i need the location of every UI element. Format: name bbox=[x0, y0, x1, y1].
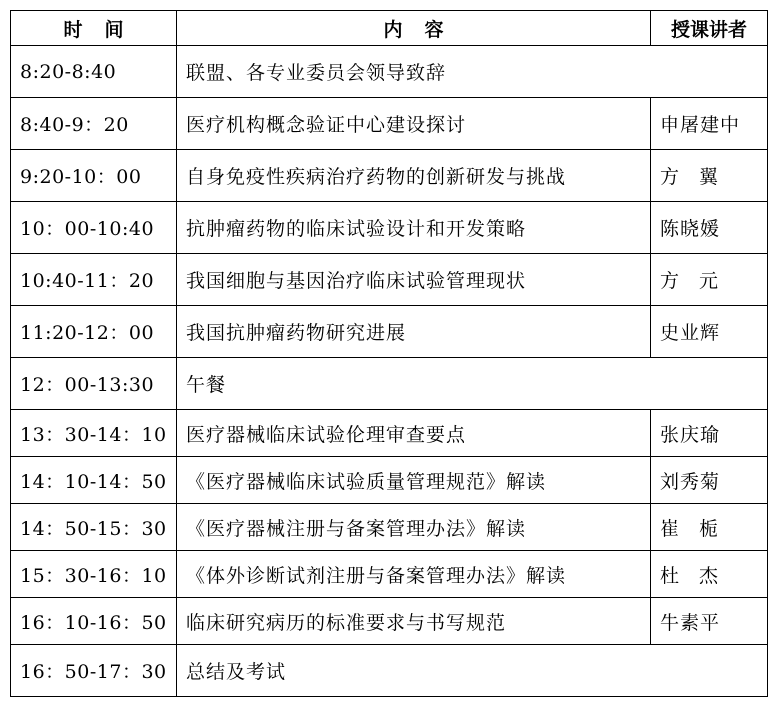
row-speaker: 崔栀 bbox=[651, 504, 768, 551]
row-time: 10：00-10:40 bbox=[11, 202, 177, 254]
row-time: 11:20-12：00 bbox=[11, 306, 177, 358]
table-row bbox=[11, 306, 768, 358]
header-content: 内容 bbox=[177, 11, 651, 46]
row-speaker: 申屠建中 bbox=[651, 98, 768, 150]
row-content: 《医疗器械注册与备案管理办法》解读 bbox=[177, 504, 651, 551]
row-time: 8:20-8:40 bbox=[11, 46, 177, 98]
table-row bbox=[11, 457, 768, 504]
row-time: 9:20-10：00 bbox=[11, 150, 177, 202]
table-header-row bbox=[11, 11, 768, 46]
row-content: 我国抗肿瘤药物研究进展 bbox=[177, 306, 651, 358]
row-content: 抗肿瘤药物的临床试验设计和开发策略 bbox=[177, 202, 651, 254]
row-content: 联盟、各专业委员会领导致辞 bbox=[177, 46, 768, 98]
table-row bbox=[11, 645, 768, 697]
row-content: 总结及考试 bbox=[177, 645, 768, 697]
table-row bbox=[11, 254, 768, 306]
row-content: 临床研究病历的标准要求与书写规范 bbox=[177, 598, 651, 645]
row-time: 14：10-14：50 bbox=[11, 457, 177, 504]
row-content: 自身免疫性疾病治疗药物的创新研发与挑战 bbox=[177, 150, 651, 202]
table-row bbox=[11, 46, 768, 98]
table-row bbox=[11, 551, 768, 598]
row-speaker: 杜杰 bbox=[651, 551, 768, 598]
row-time: 15：30-16：10 bbox=[11, 551, 177, 598]
row-time: 10:40-11：20 bbox=[11, 254, 177, 306]
row-speaker: 方翼 bbox=[651, 150, 768, 202]
row-speaker: 牛素平 bbox=[651, 598, 768, 645]
schedule-table bbox=[10, 10, 768, 697]
table-row bbox=[11, 504, 768, 551]
table-row bbox=[11, 358, 768, 410]
row-speaker: 陈晓媛 bbox=[651, 202, 768, 254]
table-row bbox=[11, 98, 768, 150]
table-row bbox=[11, 202, 768, 254]
row-content: 医疗机构概念验证中心建设探讨 bbox=[177, 98, 651, 150]
table-row bbox=[11, 150, 768, 202]
header-time: 时间 bbox=[11, 11, 177, 46]
row-time: 16：50-17：30 bbox=[11, 645, 177, 697]
table-row bbox=[11, 598, 768, 645]
row-content: 《医疗器械临床试验质量管理规范》解读 bbox=[177, 457, 651, 504]
header-speaker: 授课讲者 bbox=[651, 11, 768, 46]
row-time: 12：00-13:30 bbox=[11, 358, 177, 410]
row-speaker: 刘秀菊 bbox=[651, 457, 768, 504]
row-time: 16：10-16：50 bbox=[11, 598, 177, 645]
row-content: 《体外诊断试剂注册与备案管理办法》解读 bbox=[177, 551, 651, 598]
row-speaker: 张庆瑜 bbox=[651, 410, 768, 457]
table-row bbox=[11, 410, 768, 457]
row-content: 午餐 bbox=[177, 358, 768, 410]
row-time: 8:40-9：20 bbox=[11, 98, 177, 150]
row-time: 14：50-15：30 bbox=[11, 504, 177, 551]
row-speaker: 方元 bbox=[651, 254, 768, 306]
row-content: 我国细胞与基因治疗临床试验管理现状 bbox=[177, 254, 651, 306]
row-content: 医疗器械临床试验伦理审查要点 bbox=[177, 410, 651, 457]
row-time: 13：30-14：10 bbox=[11, 410, 177, 457]
row-speaker: 史业辉 bbox=[651, 306, 768, 358]
